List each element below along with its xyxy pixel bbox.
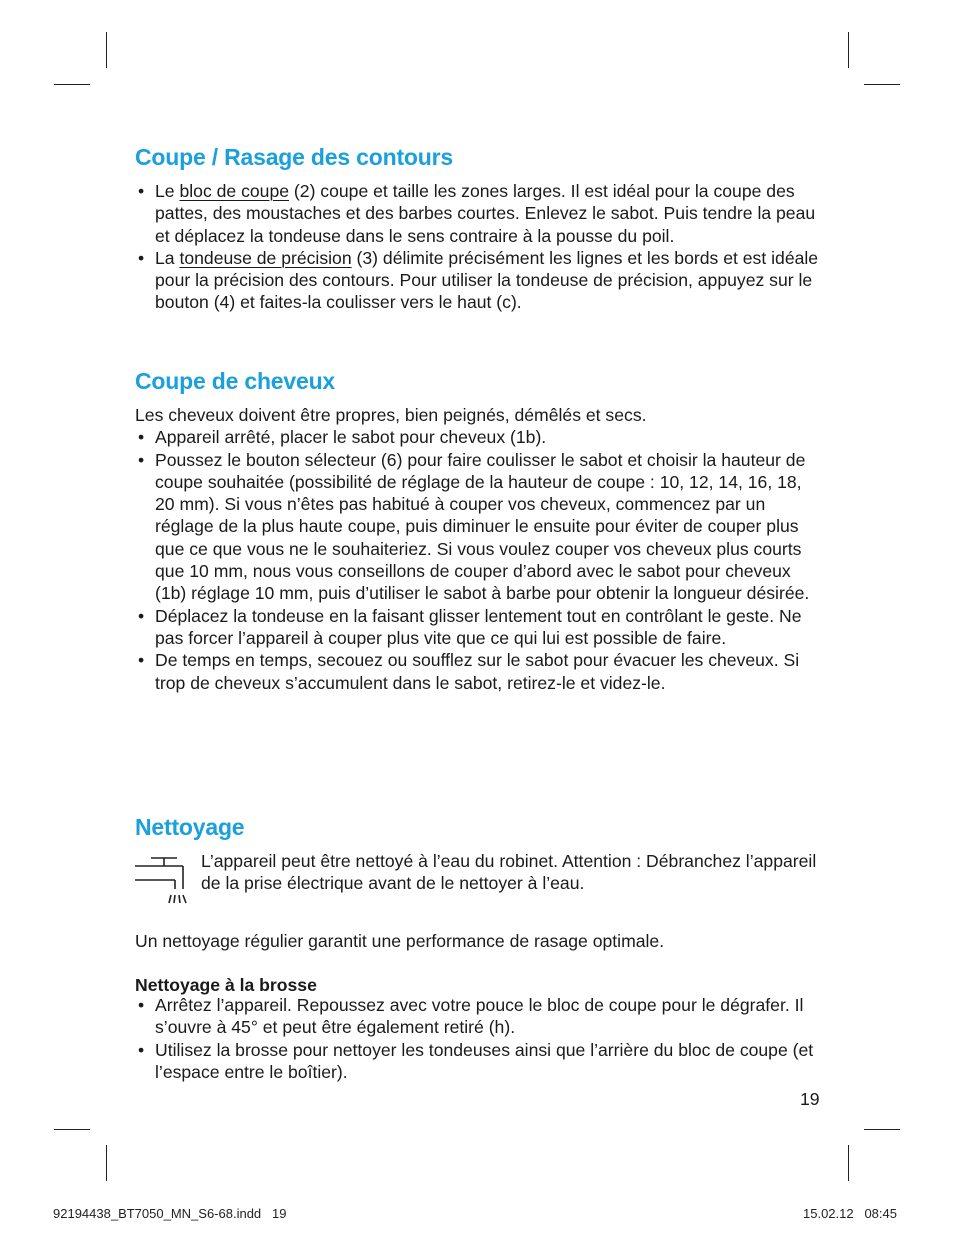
water-note-text: L’appareil peut être nettoyé à l’eau du robinet. Attention : Débranchez l’appareil de la prise électrique avant de le nettoyer à l’eau.: [201, 851, 817, 894]
contours-list: [135, 180, 825, 314]
item-text: Le: [155, 181, 180, 201]
nettoyage-regular: Un nettoyage régulier garantit une performance de rasage optimale.: [135, 931, 665, 951]
faucet-icon: [135, 854, 189, 910]
page-number: 19: [800, 1089, 820, 1109]
brosse-list: [135, 994, 825, 1083]
cheveux-block: [135, 404, 825, 694]
item-text: La: [155, 247, 180, 268]
list-item: [135, 247, 825, 314]
section-title-cheveux: Coupe de cheveux: [135, 368, 336, 394]
crop-mark-bottom-left-horizontal: [54, 1129, 90, 1130]
crop-mark-top-left-vertical: [106, 32, 107, 68]
item-text: (2) coupe et taille les zones larges. Il est idéal pour la coupe des pattes, des moustaches et des barbes courtes. Enlevez le sabot. Puis tendre la peau et déplacez la tondeuse dans le sens contraire à la pousse du poil.: [155, 181, 816, 246]
footer-timestamp: 15.02.12 08:45: [803, 1206, 897, 1221]
term-tondeuse-de-precision: tondeuse de précision: [179, 247, 352, 268]
crop-mark-top-right-horizontal: [864, 84, 900, 85]
crop-mark-bottom-right-vertical: [848, 1145, 849, 1181]
section-title-contours: Coupe / Rasage des contours: [135, 144, 453, 170]
crop-mark-top-left-horizontal: [54, 84, 90, 85]
subheading-brosse: Nettoyage à la brosse: [135, 975, 317, 995]
item-text: (3) délimite précisément les lignes et les bords et est idéale pour la précision des contours. Pour utiliser la tondeuse de précision, appuyez sur le bouton (4) et faites-la coulisser vers le haut (c).: [155, 247, 819, 313]
list-item: • Appareil arrêté, placer le sabot pour cheveux (1b).: [135, 426, 825, 448]
cheveux-intro: Les cheveux doivent être propres, bien peignés, démêlés et secs.: [135, 405, 647, 425]
crop-mark-top-right-vertical: [848, 32, 849, 68]
list-item: [135, 180, 825, 247]
crop-mark-bottom-right-horizontal: [864, 1129, 900, 1130]
list-item: • Déplacez la tondeuse en la faisant glisser lentement tout en contrôlant le geste. Ne pas forcer l’appareil à couper plus vite que ce qui lui est possible de faire.: [135, 605, 825, 650]
list-item: • Utilisez la brosse pour nettoyer les tondeuses ainsi que l’arrière du bloc de coupe (et l’espace entre le boîtier).: [135, 1039, 825, 1084]
list-item: • Arrêtez l’appareil. Repoussez avec votre pouce le bloc de coupe pour le dégrafer. Il s’ouvre à 45° et peut être également retiré (h).: [135, 994, 825, 1039]
list-item: • De temps en temps, secouez ou soufflez sur le sabot pour évacuer les cheveux. Si trop de cheveux s’accumulent dans le sabot, retirez-le et videz-le.: [135, 649, 825, 694]
section-title-nettoyage: Nettoyage: [135, 814, 245, 840]
footer-file-info: 92194438_BT7050_MN_S6-68.indd 19: [53, 1206, 287, 1221]
term-bloc-de-coupe: bloc de coupe: [179, 181, 290, 201]
list-item: • Poussez le bouton sélecteur (6) pour faire coulisser le sabot et choisir la hauteur de coupe souhaitée (possibilité de réglage de la hauteur de coupe : 10, 12, 14, 16, 18, 20 mm). Si vous n’êtes pas habitué à couper vos cheveux, commencez par un réglage de la plus haute coupe, puis diminuer le ensuite pour éviter de couper plus que ce que vous ne le souhaiteriez. Si vous voulez couper vos cheveux plus courts que 10 mm, nous vous conseillons de couper d’abord avec le sabot pour cheveux (1b) réglage 10 mm, puis d’utiliser le sabot à barbe pour obtenir la longueur désirée.: [135, 449, 825, 605]
crop-mark-bottom-left-vertical: [106, 1145, 107, 1181]
cheveux-list: [135, 426, 825, 694]
